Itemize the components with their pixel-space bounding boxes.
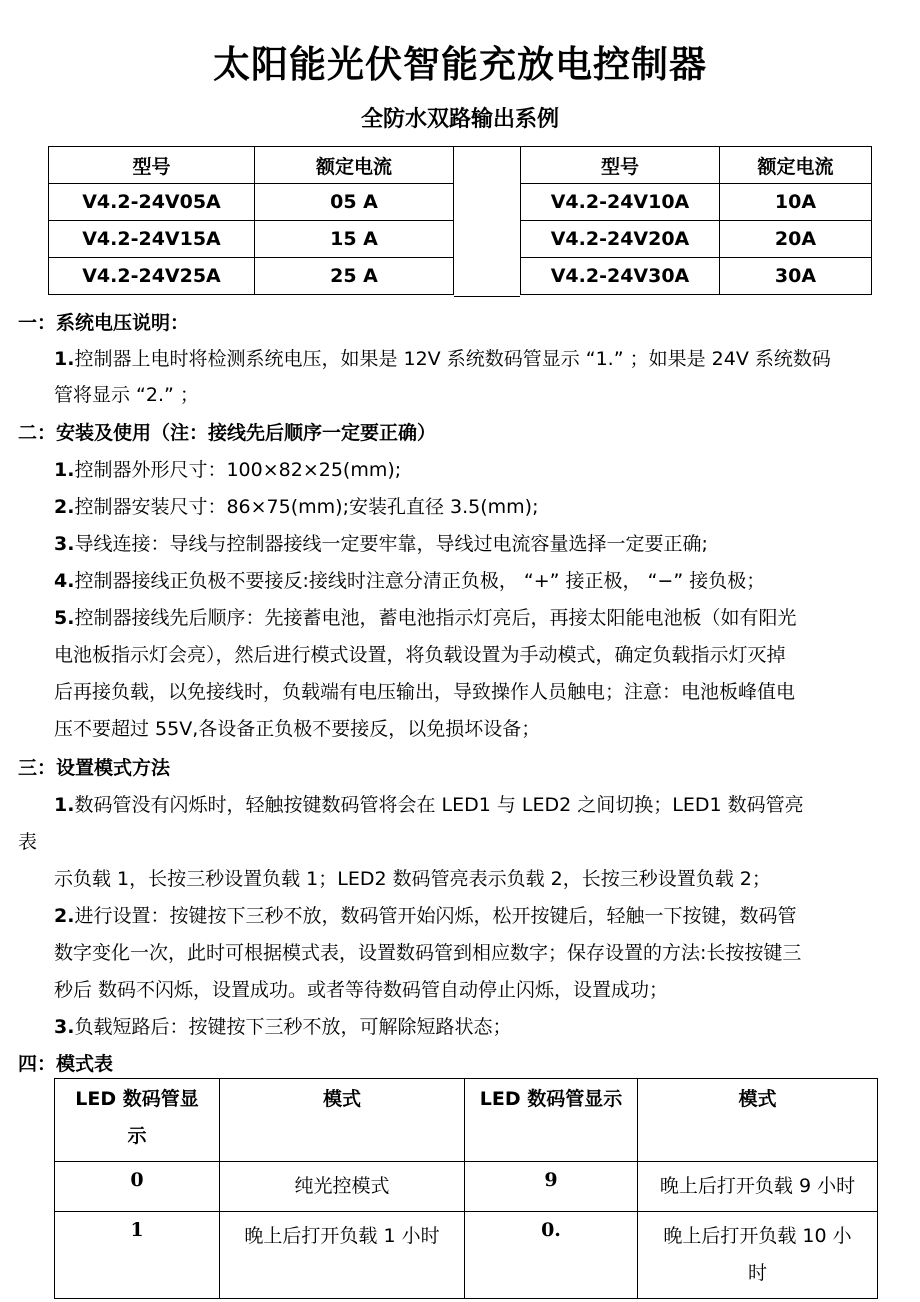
paragraph-text: 数码管没有闪烁时，轻触按键数码管将会在 LED1 与 LED2 之间切换；LED1 数码管亮 xyxy=(74,794,804,816)
paragraph-line: 管将显示 “2.” ； xyxy=(54,384,199,406)
paragraph xyxy=(54,790,804,817)
header-model: 型号 xyxy=(49,147,255,184)
current-cell: 05 A xyxy=(255,184,454,221)
header-current: 额定电流 xyxy=(255,147,454,184)
current-cell: 20A xyxy=(720,221,872,258)
section-heading-3: 三：设置模式方法 xyxy=(18,757,171,779)
paragraph-line: 后再接负载，以免接线时，负载端有电压输出，导致操作人员触电；注意：电池板峰值电 xyxy=(54,681,796,703)
header-led-text-cont: 示 xyxy=(127,1125,147,1147)
page-title: 太阳能光伏智能充放电控制器 xyxy=(213,43,707,86)
led-code-cell: 0 xyxy=(55,1162,220,1212)
header-led-display xyxy=(55,1079,220,1162)
paragraph xyxy=(54,344,831,371)
paragraph-line: 示负载 1，长按三秒设置负载 1；LED2 数码管亮表示负载 2，长按三秒设置负载 2； xyxy=(54,868,771,890)
mode-text-cont: 时 xyxy=(747,1262,767,1284)
model-cell: V4.2-24V05A xyxy=(49,184,255,221)
header-led-display: LED 数码管显示 xyxy=(465,1079,638,1162)
section-heading-2: 二：安装及使用（注：接线先后顺序一定要正确） xyxy=(18,422,437,444)
paragraph xyxy=(54,529,708,556)
model-cell: V4.2-24V10A xyxy=(521,184,720,221)
paragraph-line: 表 xyxy=(18,831,38,853)
paragraph xyxy=(54,566,765,593)
item-number: 1. xyxy=(54,348,75,370)
paragraph-line: 电池板指示灯会亮），然后进行模式设置，将负载设置为手动模式，确定负载指示灯灭掉 xyxy=(54,644,786,666)
mode-cell: 晚上后打开负载 9 小时 xyxy=(638,1162,878,1212)
header-mode: 模式 xyxy=(638,1079,878,1162)
item-number: 2. xyxy=(54,905,75,927)
item-number: 4. xyxy=(54,570,75,592)
current-cell: 10A xyxy=(720,184,872,221)
header-led-text: LED 数码管显 xyxy=(75,1088,199,1110)
paragraph xyxy=(54,603,796,630)
led-code-cell: 9 xyxy=(465,1162,638,1212)
paragraph xyxy=(54,455,401,482)
header-current: 额定电流 xyxy=(720,147,872,184)
item-number: 1. xyxy=(54,794,75,816)
mode-cell: 纯光控模式 xyxy=(220,1162,465,1212)
current-cell: 15 A xyxy=(255,221,454,258)
section-heading-1: 一：系统电压说明： xyxy=(18,312,190,334)
model-cell: V4.2-24V20A xyxy=(521,221,720,258)
paragraph-text: 控制器接线正负极不要接反:接线时注意分清正负极， “+” 接正极， “−” 接负极； xyxy=(74,570,766,592)
mode-cell: 晚上后打开负载 1 小时 xyxy=(220,1212,465,1299)
paragraph-text: 导线连接：导线与控制器接线一定要牢靠，导线过电流容量选择一定要正确; xyxy=(74,533,708,555)
model-cell: V4.2-24V30A xyxy=(521,258,720,295)
item-number: 3. xyxy=(54,533,75,555)
section-heading-4: 四：模式表 xyxy=(18,1053,114,1075)
model-table-left xyxy=(48,146,454,295)
model-cell: V4.2-24V15A xyxy=(49,221,255,258)
item-number: 5. xyxy=(54,607,75,629)
current-cell: 25 A xyxy=(255,258,454,295)
paragraph-text: 控制器接线先后顺序：先接蓄电池，蓄电池指示灯亮后，再接太阳能电池板（如有阳光 xyxy=(74,607,797,629)
paragraph-text: 控制器外形尺寸：100×82×25(mm); xyxy=(74,459,402,481)
header-mode: 模式 xyxy=(220,1079,465,1162)
item-number: 1. xyxy=(54,459,75,481)
paragraph-text: 控制器安装尺寸：86×75(mm);安装孔直径 3.5(mm); xyxy=(74,496,539,518)
item-number: 3. xyxy=(54,1016,75,1038)
paragraph-line: 秒后 数码不闪烁，设置成功。或者等待数码管自动停止闪烁，设置成功； xyxy=(54,979,669,1001)
model-cell: V4.2-24V25A xyxy=(49,258,255,295)
table-gap xyxy=(454,146,520,297)
mode-cell xyxy=(638,1212,878,1299)
paragraph-line: 数字变化一次，此时可根据模式表，设置数码管到相应数字；保存设置的方法:长按按键三 xyxy=(54,942,802,964)
current-cell: 30A xyxy=(720,258,872,295)
led-code-cell: 1 xyxy=(55,1212,220,1299)
model-table-right xyxy=(520,146,872,295)
paragraph xyxy=(54,492,538,519)
paragraph-text: 控制器上电时将检测系统电压，如果是 12V 系统数码管显示 “1.” ；如果是 24V 系统数码 xyxy=(74,348,831,370)
paragraph-text: 进行设置：按键按下三秒不放，数码管开始闪烁，松开按键后，轻触一下按键，数码管 xyxy=(74,905,797,927)
item-number: 2. xyxy=(54,496,75,518)
paragraph-line: 压不要超过 55V,各设备正负极不要接反，以免损坏设备； xyxy=(54,718,541,740)
header-model: 型号 xyxy=(521,147,720,184)
paragraph-text: 负载短路后：按键按下三秒不放，可解除短路状态； xyxy=(74,1016,512,1038)
page-subtitle: 全防水双路输出系例 xyxy=(360,107,559,132)
mode-table xyxy=(54,1078,878,1299)
mode-text: 晚上后打开负载 10 小 xyxy=(663,1225,852,1247)
led-code-cell: 0. xyxy=(465,1212,638,1299)
paragraph xyxy=(54,901,796,928)
paragraph xyxy=(54,1012,511,1039)
